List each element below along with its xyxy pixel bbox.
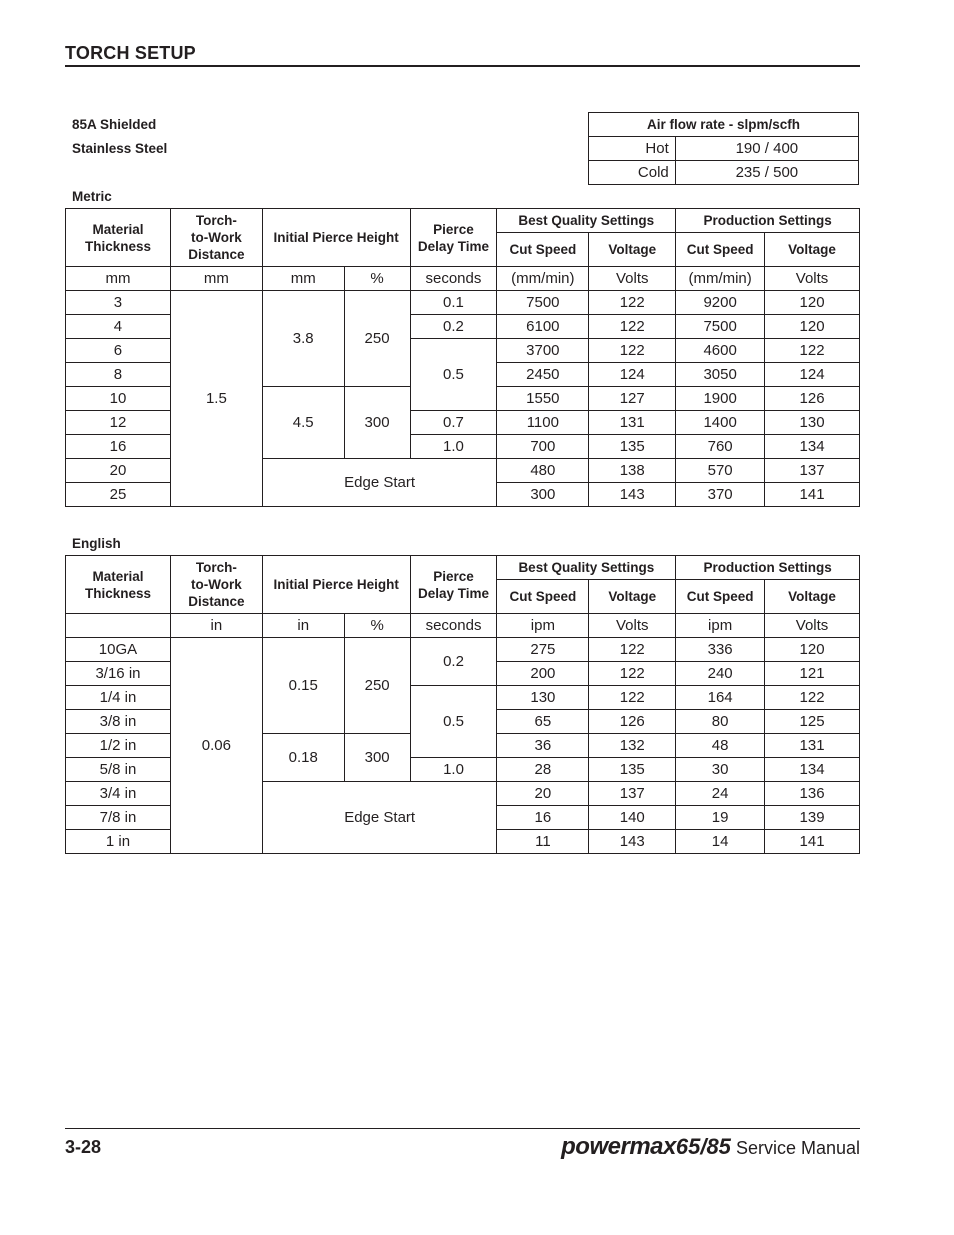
header-cut-speed: Cut Speed [676,233,765,267]
bq-speed-cell: 2450 [497,363,589,387]
pr-volt-cell: 122 [765,686,860,710]
thickness-cell: 3/4 in [66,782,171,806]
header-voltage: Voltage [589,233,676,267]
bq-volt-cell: 124 [589,363,676,387]
bq-speed-cell: 130 [497,686,589,710]
bq-speed-cell: 11 [497,830,589,854]
bq-volt-cell: 138 [589,459,676,483]
pr-volt-cell: 137 [765,459,860,483]
delay-cell: 0.5 [410,339,497,411]
header-initial-pierce-height: Initial Pierce Height [262,556,410,614]
unit-cell: seconds [410,614,497,638]
unit-cell: Volts [589,614,676,638]
pr-volt-cell: 136 [765,782,860,806]
pr-volt-cell: 126 [765,387,860,411]
metric-cut-chart [65,208,860,507]
pr-speed-cell: 1900 [676,387,765,411]
delay-cell: 0.1 [410,291,497,315]
material-label: Stainless Steel [72,141,168,156]
section-title: TORCH SETUP [65,43,196,63]
airflow-value: 190 / 400 [675,137,858,161]
airflow-value: 235 / 500 [675,161,858,185]
edge-start-cell: Edge Start [262,459,497,507]
units-row [66,267,860,291]
delay-cell: 0.7 [410,411,497,435]
thickness-cell: 3 [66,291,171,315]
english-label: English [72,536,121,551]
bq-speed-cell: 20 [497,782,589,806]
pr-volt-cell: 120 [765,291,860,315]
bq-speed-cell: 200 [497,662,589,686]
thickness-cell: 12 [66,411,171,435]
header-cut-speed: Cut Speed [497,580,589,614]
bq-speed-cell: 65 [497,710,589,734]
header-material-thickness: Material Thickness [66,556,171,614]
thickness-cell: 25 [66,483,171,507]
brand-model: 65/85 [675,1134,731,1159]
pierce-pct-cell: 300 [344,734,410,782]
header-material-thickness: Material Thickness [66,209,171,267]
page-number: 3-28 [65,1137,102,1157]
header-cut-speed: Cut Speed [497,233,589,267]
bq-speed-cell: 6100 [497,315,589,339]
unit-cell: % [344,267,410,291]
pr-volt-cell: 141 [765,483,860,507]
pr-speed-cell: 3050 [676,363,765,387]
pierce-pct-cell: 250 [344,638,410,734]
pierce-height-cell: 0.18 [262,734,344,782]
header-pierce-delay: Pierce Delay Time [410,209,497,267]
unit-cell [66,614,171,638]
delay-cell: 0.2 [410,638,497,686]
bq-volt-cell: 131 [589,411,676,435]
header-pierce-delay: Pierce Delay Time [410,556,497,614]
thickness-cell: 5/8 in [66,758,171,782]
bq-speed-cell: 1550 [497,387,589,411]
pr-speed-cell: 24 [676,782,765,806]
header-torch-distance: Torch- to-Work Distance [170,556,262,614]
bq-speed-cell: 36 [497,734,589,758]
pr-speed-cell: 240 [676,662,765,686]
pr-volt-cell: 124 [765,363,860,387]
pierce-height-cell: 4.5 [262,387,344,459]
english-cut-chart [65,555,860,854]
airflow-row-hot [589,137,859,161]
thickness-cell: 10GA [66,638,171,662]
process-label: 85A Shielded [72,117,157,132]
thickness-cell: 1/2 in [66,734,171,758]
bq-volt-cell: 135 [589,758,676,782]
pr-speed-cell: 48 [676,734,765,758]
unit-cell: Volts [589,267,676,291]
thickness-cell: 8 [66,363,171,387]
bq-speed-cell: 1100 [497,411,589,435]
thickness-cell: 20 [66,459,171,483]
header-voltage: Voltage [589,580,676,614]
manual-label: Service Manual [735,1138,860,1158]
units-row [66,614,860,638]
unit-cell: mm [66,267,171,291]
header-voltage: Voltage [765,580,860,614]
table-row [66,291,860,315]
bq-speed-cell: 28 [497,758,589,782]
pr-speed-cell: 4600 [676,339,765,363]
brand-logo: powermax [561,1133,676,1160]
airflow-table [588,112,859,185]
delay-cell: 1.0 [410,758,497,782]
pierce-pct-cell: 300 [344,387,410,459]
unit-cell: (mm/min) [676,267,765,291]
pr-speed-cell: 164 [676,686,765,710]
bq-volt-cell: 126 [589,710,676,734]
header-voltage: Voltage [765,233,860,267]
table-row [66,638,860,662]
unit-cell: Volts [765,614,860,638]
delay-cell: 1.0 [410,435,497,459]
pr-volt-cell: 131 [765,734,860,758]
pr-speed-cell: 30 [676,758,765,782]
delay-cell: 0.2 [410,315,497,339]
pierce-height-cell: 0.15 [262,638,344,734]
unit-cell: in [262,614,344,638]
bq-speed-cell: 275 [497,638,589,662]
bq-volt-cell: 140 [589,806,676,830]
bq-volt-cell: 135 [589,435,676,459]
bq-volt-cell: 143 [589,830,676,854]
header-torch-distance: Torch- to-Work Distance [170,209,262,267]
pr-volt-cell: 120 [765,315,860,339]
bq-speed-cell: 3700 [497,339,589,363]
pr-speed-cell: 1400 [676,411,765,435]
unit-cell: ipm [676,614,765,638]
thickness-cell: 10 [66,387,171,411]
delay-cell: 0.5 [410,686,497,758]
bq-volt-cell: 122 [589,662,676,686]
pr-speed-cell: 7500 [676,315,765,339]
bq-volt-cell: 127 [589,387,676,411]
thickness-cell: 1 in [66,830,171,854]
header-best-quality: Best Quality Settings [497,556,676,580]
header-production: Production Settings [676,209,860,233]
bq-volt-cell: 122 [589,686,676,710]
bq-volt-cell: 132 [589,734,676,758]
bq-speed-cell: 300 [497,483,589,507]
metric-label: Metric [72,189,112,204]
bq-speed-cell: 7500 [497,291,589,315]
torch-distance-cell: 1.5 [170,291,262,507]
airflow-label: Hot [589,137,676,161]
pr-volt-cell: 130 [765,411,860,435]
pr-volt-cell: 122 [765,339,860,363]
pr-volt-cell: 139 [765,806,860,830]
bq-volt-cell: 122 [589,339,676,363]
pr-volt-cell: 134 [765,435,860,459]
bq-volt-cell: 122 [589,291,676,315]
pr-speed-cell: 760 [676,435,765,459]
bq-volt-cell: 122 [589,315,676,339]
pr-speed-cell: 19 [676,806,765,830]
thickness-cell: 7/8 in [66,806,171,830]
unit-cell: mm [170,267,262,291]
bq-volt-cell: 122 [589,638,676,662]
header-cut-speed: Cut Speed [676,580,765,614]
header-initial-pierce-height: Initial Pierce Height [262,209,410,267]
bq-volt-cell: 143 [589,483,676,507]
pr-volt-cell: 125 [765,710,860,734]
pr-speed-cell: 14 [676,830,765,854]
thickness-cell: 4 [66,315,171,339]
bq-speed-cell: 700 [497,435,589,459]
brand-title [561,1133,860,1161]
thickness-cell: 1/4 in [66,686,171,710]
airflow-title: Air flow rate - slpm/scfh [589,113,859,137]
thickness-cell: 3/8 in [66,710,171,734]
pr-volt-cell: 141 [765,830,860,854]
thickness-cell: 3/16 in [66,662,171,686]
pierce-height-cell: 3.8 [262,291,344,387]
edge-start-cell: Edge Start [262,782,497,854]
unit-cell: seconds [410,267,497,291]
thickness-cell: 6 [66,339,171,363]
page-footer [65,1128,860,1160]
pierce-pct-cell: 250 [344,291,410,387]
airflow-label: Cold [589,161,676,185]
pr-speed-cell: 80 [676,710,765,734]
page-header [65,43,860,67]
pr-speed-cell: 336 [676,638,765,662]
header-production: Production Settings [676,556,860,580]
unit-cell: (mm/min) [497,267,589,291]
torch-distance-cell: 0.06 [170,638,262,854]
header-best-quality: Best Quality Settings [497,209,676,233]
pr-volt-cell: 121 [765,662,860,686]
airflow-row-cold [589,161,859,185]
unit-cell: ipm [497,614,589,638]
unit-cell: Volts [765,267,860,291]
pr-volt-cell: 120 [765,638,860,662]
bq-speed-cell: 16 [497,806,589,830]
thickness-cell: 16 [66,435,171,459]
pr-volt-cell: 134 [765,758,860,782]
bq-volt-cell: 137 [589,782,676,806]
pr-speed-cell: 9200 [676,291,765,315]
pr-speed-cell: 370 [676,483,765,507]
pr-speed-cell: 570 [676,459,765,483]
unit-cell: % [344,614,410,638]
bq-speed-cell: 480 [497,459,589,483]
unit-cell: in [170,614,262,638]
unit-cell: mm [262,267,344,291]
